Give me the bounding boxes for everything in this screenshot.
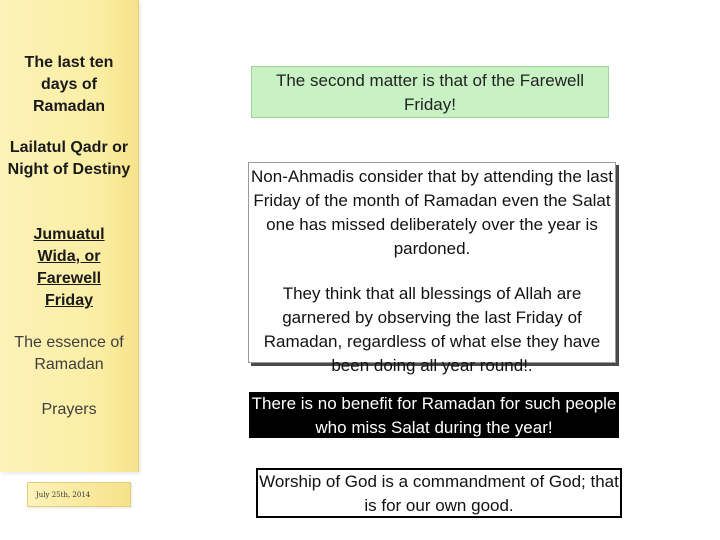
sidebar-panel <box>0 0 139 472</box>
no-benefit-banner: There is no benefit for Ramadan for such people who miss Salat during the year! <box>249 392 619 438</box>
sidebar-item-last-ten-days[interactable]: The last ten days of Ramadan <box>24 54 114 115</box>
paragraph-blessings: They think that all blessings of Allah are garnered by observing the last Friday of Ramadan, regardless of what else they have been doing all year round!. <box>263 284 601 375</box>
farewell-friday-callout: The second matter is that of the Farewell Friday! <box>251 66 609 118</box>
sidebar-item-lailatul-qadr[interactable]: Lailatul Qadr or Night of Destiny <box>7 139 131 178</box>
date-footer: July 25th, 2014 <box>27 482 131 507</box>
main-text-box <box>248 162 616 375</box>
sidebar-item-prayers[interactable]: Prayers <box>41 401 97 418</box>
sidebar-item-farewell-friday[interactable]: Jumuatul Wida, or Farewell Friday <box>33 226 105 309</box>
sidebar-item-essence-of-ramadan[interactable]: The essence of Ramadan <box>14 334 124 373</box>
paragraph-non-ahmadis: Non-Ahmadis consider that by attending the last Friday of the month of Ramadan even the Salat one has missed deliberately over the year is pardoned. <box>251 167 613 258</box>
worship-statement-box: Worship of God is a commandment of God; that is for our own good. <box>256 468 622 518</box>
